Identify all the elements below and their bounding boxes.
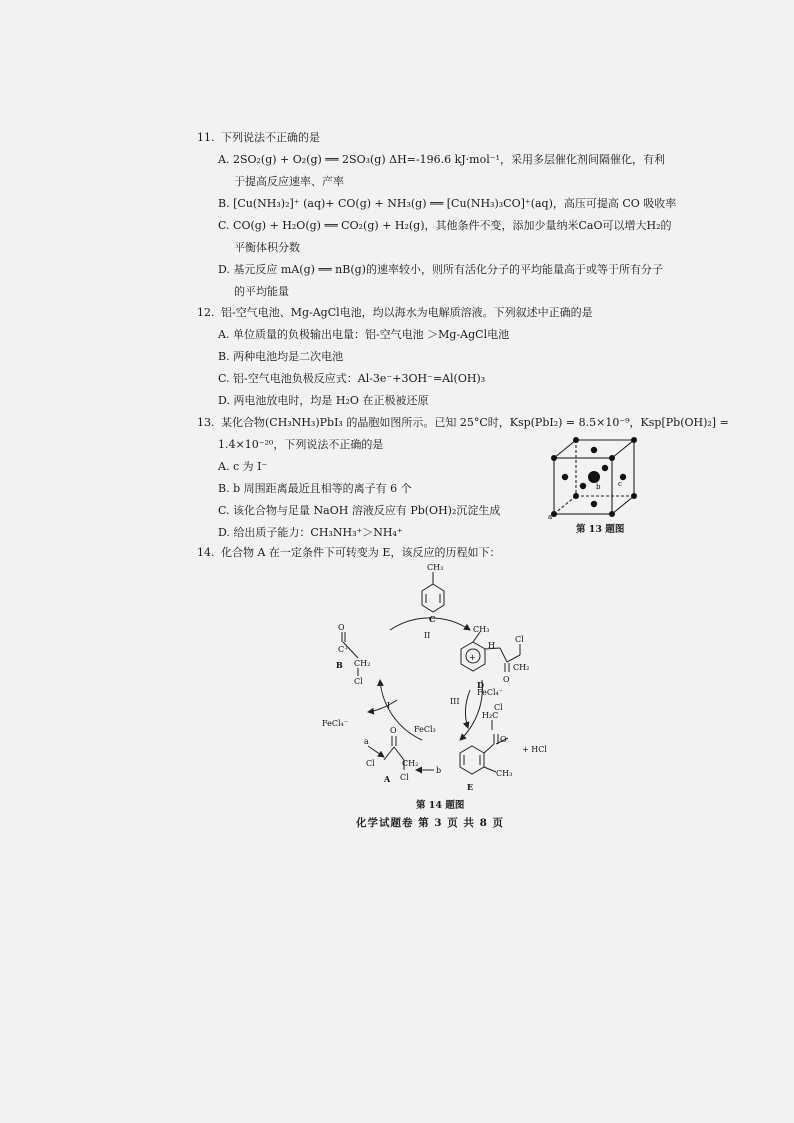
- page-footer: 化学试题卷 第 3 页 共 8 页: [356, 817, 505, 829]
- option-13-d: D. 给出质子能力：CH₃NH₃⁺＞NH₄⁺: [218, 526, 403, 539]
- d-ch2: CH₂: [513, 663, 530, 672]
- a-oxygen: O: [390, 726, 397, 735]
- question-13: [197, 415, 729, 431]
- crystal-cell-figure: [548, 436, 638, 520]
- fecl4-left-arrow: [368, 700, 397, 712]
- d-methyl: CH₃: [473, 625, 490, 634]
- b-ch2: CH₂: [354, 659, 371, 668]
- question-stem: 铝-空气电池、Mg-AgCl电池，均以海水为电解质溶液。下列叙述中正确的是: [221, 306, 593, 319]
- option-13-b: B. b 周围距离最近且相等的离子有 6 个: [218, 482, 412, 495]
- question-stem: 化合物 A 在一定条件下可转变为 E，该反应的历程如下：: [221, 546, 501, 559]
- label-b: b: [596, 483, 601, 491]
- question-number: 14.: [197, 546, 215, 559]
- a-ch2: CH₂: [402, 759, 419, 768]
- question-14: [197, 545, 500, 561]
- option-11-b: B. [Cu(NH₃)₂]⁺ (aq)+ CO(g) + NH₃(g) ══ [Cu(NH₃)₃CO]⁺(aq)，高压可提高 CO 吸收率: [218, 197, 677, 210]
- d-hydrogen: H: [488, 641, 495, 650]
- label-step-iii: III: [450, 697, 460, 706]
- label-step-i: I: [387, 701, 391, 710]
- label-compound-e: E: [467, 782, 474, 792]
- question-13-stem-continued: 1.4×10⁻²⁰，下列说法不正确的是: [218, 438, 384, 451]
- a-cl: Cl: [366, 759, 375, 768]
- figure-13-caption: 第 13 题图: [576, 524, 625, 535]
- a-cl2: Cl: [400, 773, 409, 782]
- option-11-a-continued: 于提高反应速率、产率: [234, 175, 344, 188]
- e-h2c: H₂C: [482, 711, 499, 720]
- option-11-d: D. 基元反应 mA(g) ══ nB(g)的速率较小，则所有活化分子的平均能量高于或等于所有分子: [218, 263, 663, 276]
- option-11-a: A. 2SO₂(g) + O₂(g) ══ 2SO₃(g) ΔH=-196.6 kJ·mol⁻¹，采用多层催化剂间隔催化，有利: [218, 153, 665, 166]
- label-step-ii: II: [424, 631, 431, 640]
- b-cl: Cl: [354, 677, 363, 686]
- fecl3-label: FeCl₃: [414, 725, 436, 734]
- d-plus: +: [469, 653, 476, 662]
- label-compound-d: D: [477, 680, 484, 690]
- question-12: [197, 305, 593, 321]
- option-11-d-continued: 的平均能量: [234, 285, 289, 298]
- b-carbon: C⁺: [338, 645, 349, 654]
- d-oxygen: O: [503, 675, 510, 684]
- question-number: 12.: [197, 306, 215, 319]
- question-stem: 某化合物(CH₃NH₃)PbI₃ 的晶胞如图所示。已知 25°C时，Ksp(PbI₂) = 8.5×10⁻⁹，Ksp[Pb(OH)₂] =: [221, 416, 729, 429]
- label-compound-b: B: [336, 660, 343, 670]
- d-cl: Cl: [515, 635, 524, 644]
- option-11-c-continued: 平衡体积分数: [234, 241, 300, 254]
- question-stem: 下列说法不正确的是: [221, 131, 320, 144]
- option-11-c: C. CO(g) + H₂O(g) ══ CO₂(g) + H₂(g)，其他条件不变，添加少量纳米CaO可以增大H₂的: [218, 219, 672, 232]
- option-12-d: D. 两电池放电时，均是 H₂O 在正极被还原: [218, 394, 429, 407]
- c-methyl: CH₃: [427, 563, 444, 572]
- hcl-product: + HCl: [522, 745, 547, 754]
- question-number: 11.: [197, 131, 215, 144]
- question-number: 13.: [197, 416, 215, 429]
- fecl4-right-arrow: [465, 690, 470, 728]
- bond-label-b: b: [436, 766, 442, 775]
- e-cl: Cl: [494, 703, 503, 712]
- e-methyl: CH₃: [496, 769, 513, 778]
- label-c: c: [618, 480, 622, 488]
- label-compound-c: C: [429, 614, 436, 624]
- option-12-c: C. 铝-空气电池负极反应式：Al-3e⁻+3OH⁻=Al(OH)₃: [218, 372, 486, 385]
- reaction-mechanism-figure: [310, 560, 570, 792]
- label-compound-a: A: [384, 774, 391, 784]
- option-13-a: A. c 为 I⁻: [218, 460, 268, 473]
- figure-14-caption: 第 14 题图: [416, 800, 465, 811]
- b-oxygen: O: [338, 623, 345, 632]
- question-11: [197, 130, 320, 146]
- option-13-c: C. 该化合物与足量 NaOH 溶液反应有 Pb(OH)₂沉淀生成: [218, 504, 501, 517]
- bond-label-a: a: [364, 737, 369, 746]
- label-a: a: [548, 513, 553, 520]
- fecl4-right: FeCl₄⁻: [477, 688, 503, 697]
- fecl4-left: FeCl₄⁻: [322, 719, 348, 728]
- option-12-a: A. 单位质量的负极输出电量：铝-空气电池 ＞Mg-AgCl电池: [218, 328, 510, 341]
- e-oxygen: O: [500, 735, 507, 744]
- option-12-b: B. 两种电池均是二次电池: [218, 350, 344, 363]
